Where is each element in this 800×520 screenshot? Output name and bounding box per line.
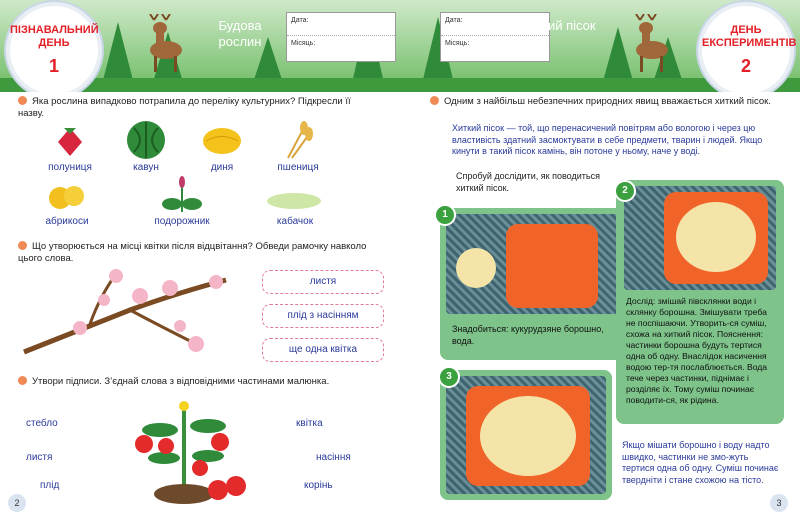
step-2-photo (624, 186, 776, 290)
item-label: кавун (133, 162, 159, 173)
part-word: стебло (26, 418, 58, 429)
date-field[interactable]: Дата: (287, 13, 395, 36)
page-number: 2 (8, 494, 26, 512)
part-word: насіння (316, 452, 351, 463)
right-page (400, 0, 800, 520)
bullet-icon (18, 376, 27, 385)
badge-title: ДЕНЬ ЕКСПЕРИМЕНТІВ (702, 24, 797, 49)
question-2 (18, 241, 373, 265)
answer-option[interactable]: ще одна квітка (262, 338, 384, 362)
month-field[interactable]: Місяць: (291, 40, 316, 47)
apricot-icon (46, 180, 86, 214)
wheat-icon (278, 118, 318, 162)
day-badge (6, 2, 102, 92)
strawberry-icon (50, 120, 90, 160)
badge-title: ПІЗНАВАЛЬНИЙ ДЕНЬ (10, 24, 99, 49)
day-badge (698, 2, 797, 92)
watermelon-icon (124, 118, 168, 162)
item-label: полуниця (48, 162, 92, 173)
step-number: 1 (434, 204, 456, 226)
blossom-branch-image (20, 266, 230, 362)
step-2-caption: Дослід: змішай півсклянки води і склянку борошна. Змішувати треба не поспішаючи. Утворить-ся суміш, схожа на хиткий пісок. Пояснення: частинки борошна будуть тертися одна об одну. Внаслідок насичення водою тер-тя послаблюється. Вода тече через частинки, піднімає і розділяє їх. Тому суміш починає поводити-ся, як рідина. (626, 296, 768, 405)
bullet-icon (430, 96, 439, 105)
part-word: квітка (296, 418, 323, 429)
topic-title: Хиткий пісок (520, 18, 596, 33)
bullet-icon (18, 96, 27, 105)
item-label: пшениця (277, 162, 319, 173)
topic-title: Будова рослин (218, 18, 262, 49)
bullet-icon (18, 241, 27, 250)
item-label: кабачок (276, 216, 314, 227)
badge-number: 2 (740, 56, 751, 76)
question-2-text: Що утворюється на місці квітки після відцвітання? Обведи рамочку навколо цього слова. (18, 241, 367, 264)
conclusion-text: Якщо мішати борошно і воду надто швидко, частинки не змо-жуть тертися одна об одну. Суміш починає твердніти і стане схожою на тісто. (622, 440, 779, 485)
part-word: листя (26, 452, 53, 463)
deer-icon (626, 14, 672, 74)
step-number: 3 (438, 366, 460, 388)
step-1-caption: Знадобиться: кукурудзяне борошно, вода. (452, 324, 604, 346)
answer-option[interactable]: плід з насінням (262, 304, 384, 328)
badge-number: 1 (48, 56, 59, 76)
date-form (286, 12, 396, 62)
zucchini-icon (264, 190, 324, 212)
item-label: диня (210, 162, 234, 173)
date-field[interactable]: Дата: (441, 13, 549, 36)
answer-option[interactable]: листя (262, 270, 384, 294)
part-word: корінь (304, 480, 333, 491)
question-1 (18, 96, 378, 120)
plantain-icon (160, 174, 204, 218)
part-word: плід (40, 480, 60, 491)
item-label: подорожник (154, 216, 210, 227)
tomato-icon (204, 470, 248, 502)
month-field[interactable]: Місяць: (445, 40, 470, 47)
question-3-text: Утвори підписи. З’єднай слова з відповідними частинами малюнка. (32, 376, 330, 387)
item-label: абрикоси (45, 216, 89, 227)
step-number: 2 (614, 180, 636, 202)
step-1-photo (446, 214, 630, 314)
melon-icon (200, 124, 244, 158)
question-1-text: Яка рослина випадково потрапила до переліку культурних? Підкресли її назву. (18, 96, 351, 119)
deer-icon (140, 14, 186, 74)
question-3 (18, 376, 378, 388)
try-text: Спробуй дослідити, як поводиться хиткий пісок. (456, 171, 600, 193)
intro-text: Одним з найбільш небезпечних природних явищ вважається хиткий пісок. (430, 96, 780, 108)
left-header (0, 0, 400, 92)
definition-text: Хиткий пісок — той, що перенасичений повітрям або вологою і через цю властивість здатний засмоктувати в себе предмети, тварин і людей. Якщо кинути в такий пісок камінь, він потоне у ньому, наче у воді. (452, 123, 763, 156)
page-number: 3 (770, 494, 788, 512)
right-header (400, 0, 800, 92)
step-3-photo (446, 376, 606, 494)
